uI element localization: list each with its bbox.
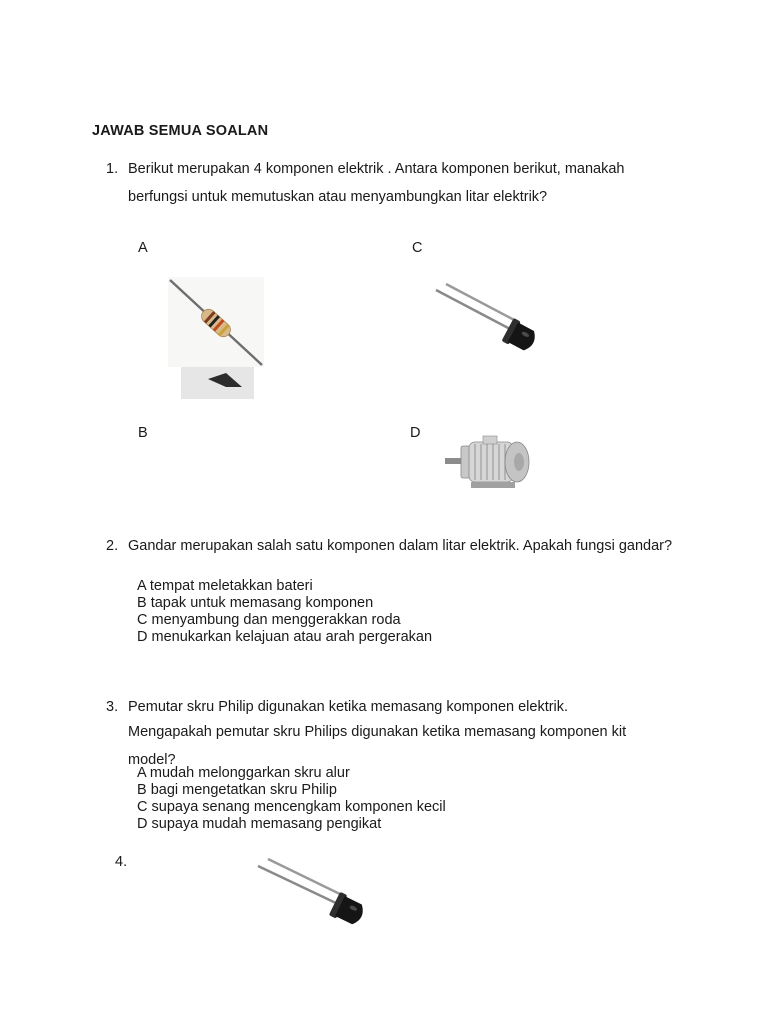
q2-option-c: C menyambung dan menggerakkan roda: [137, 612, 401, 628]
q3-text-line1: Pemutar skru Philip digunakan ketika memasang komponen elektrik.: [128, 699, 569, 715]
motor-image: [443, 432, 535, 494]
q3-option-c: C supaya senang mencengkam komponen kecil: [137, 799, 446, 815]
q2-number: 2.: [106, 538, 119, 554]
page-title: JAWAB SEMUA SOALAN: [92, 123, 269, 139]
q2-text: Gandar merupakan salah satu komponen dalam litar elektrik. Apakah fungsi gandar?: [128, 538, 673, 554]
q1-label-b: B: [138, 425, 148, 441]
q3-option-d: D supaya mudah memasang pengikat: [137, 816, 382, 832]
q3-text-line2: Mengapakah pemutar skru Philips digunakan ketika memasang komponen kit model?: [128, 724, 627, 768]
q3-option-a: A mudah melonggarkan skru alur: [137, 765, 350, 781]
q1-label-c: C: [412, 240, 423, 256]
q1-number: 1.: [106, 161, 119, 177]
q4-number: 4.: [115, 854, 128, 870]
q2-option-a: A tempat meletakkan bateri: [137, 578, 313, 594]
q1-label-a: A: [138, 240, 148, 256]
q2-option-d: D menukarkan kelajuan atau arah pergerakan: [137, 629, 433, 645]
q3-number: 3.: [106, 699, 119, 715]
q3-option-b: B bagi mengetatkan skru Philip: [137, 782, 337, 798]
q2-option-b: B tapak untuk memasang komponen: [137, 595, 374, 611]
q4-led-image: [254, 856, 370, 932]
resistor-image: [168, 277, 264, 399]
led-image: [432, 280, 540, 360]
q1-text: Berikut merupakan 4 komponen elektrik . Antara komponen berikut, manakah berfungsi untuk memutuskan atau menyambungkan litar elektrik?: [128, 161, 625, 205]
q1-label-d: D: [410, 425, 421, 441]
